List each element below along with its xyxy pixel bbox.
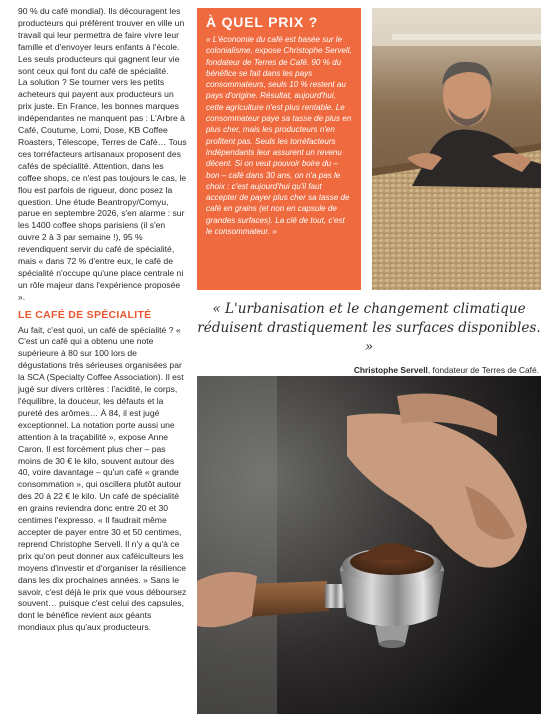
section-title: LE CAFÉ DE SPÉCIALITÉ bbox=[18, 308, 152, 321]
pull-quote bbox=[197, 300, 541, 375]
espresso-illustration bbox=[197, 376, 541, 714]
article-paragraph-2: La solution ? Se tourner vers les petits acheteurs qui payent aux producteurs un prix juste. En France, les bonnes marques indépendantes ne manquent pas : L'Arbre à Café, Coutume, Lomi, Dose, KB Coffee Roasters, Télescope, Terres de Café… Tous ces torréfacteurs artisanaux proposent des cafés de spécialité. Attention, dans les coffee shops, ce n'est pas toujours le cas, le flou est parfois de rigueur, donc posez la question. Une étude Beantropy/Comyu, parue en septembre 2026, s'en alarme : sur les 1400 coffee shops parisiens (il s'en ouvre 2 à 3 par semaine !), 95 % revendiquent servir du café de spécialité, mais « dans 72 % d'entre eux, le café de spécialité n'occupe qu'une place centrale ni un rôle majeur dans l'expérience proposée ». bbox=[18, 77, 187, 302]
article-paragraph-3: Au fait, c'est quoi, un café de spécialité ? « C'est un café qui a obtenu une note supérieure à 80 sur 100 lors de dégustations très sérieuses organisées par la SCA (Specialty Coffee Association). Il est jugé sur divers critères : l'acidité, le corps, l'équilibre, la douceur, les défauts et la pureté des arômes… À 84, il est jugé exceptionnel. La notation porte aussi une attention à la traçabilité », expose Anne Caron. Il est forcément plus cher – pas moins de 30 € le kilo, souvent autour des 40, voire davantage – qu'un café « grande consommation », qui oscillera plutôt autour des 20 à 22 € le kilo. Un café de spécialité en grains reviendra donc entre 20 et 30 centimes l'expresso. « Il faudrait même accepter de payer entre 30 et 50 centimes, reprend Christophe Servell. Il n'y a qu'à ce prix qu'on peut donner aux caféiculteurs les moyens d'investir et d'organiser la résilience dans les dix prochaines années. » Sans le savoir, c'est déjà le prix que vous déboursez souvent… puisque c'est celui des capsules, dont le bénéfice revient aux géants mondiaux plus qu'aux producteurs. bbox=[18, 324, 187, 633]
pull-quote-author: Christophe Servell bbox=[353, 365, 428, 375]
pull-quote-attribution bbox=[197, 365, 541, 375]
article-left-column bbox=[18, 6, 188, 634]
portrait-illustration bbox=[372, 8, 541, 290]
espresso-photo bbox=[197, 376, 541, 714]
sidebar-body: « L'économie du café est basée sur le colonialisme, expose Christophe Servell, fondateur de Terres de Café. 90 % du bénéfice se fait dans les pays consommateurs, seuls 10 % restent au pays d'origine. Résultat, aujourd'hui, cette agriculture n'est plus rentable. Le consommateur paye sa tasse de plus en plus cher, mais les producteurs n'en profitent pas. Seuls les torréfacteurs indépendants leur assurent un revenu décent. Si on veut pouvoir boire du – bon – café dans 30 ans, on n'a pas le choix : c'est aujourd'hui qu'il faut accepter de payer plus cher sa tasse de café en grains (et non en capsule de grandes surfaces). La clé de tout, c'est le consommateur. » bbox=[206, 35, 352, 237]
article-paragraph-1: 90 % du café mondial). Ils découragent les producteurs qui préfèrent trouver en ville un travail qui leur permettra de faire vivre leur famille et d'envoyer leurs enfants à l'école. Les seuls producteurs qui gagnent leur vie sont ceux qui font du café de spécialité. bbox=[18, 6, 185, 76]
portrait-photo bbox=[372, 8, 541, 290]
sidebar-title: À QUEL PRIX ? bbox=[206, 14, 319, 30]
pull-quote-text: « L'urbanisation et le changement climatique réduisent drastiquement les surfaces disponibles. » bbox=[197, 301, 541, 355]
sidebar-box bbox=[197, 8, 361, 290]
pull-quote-role: , fondateur de Terres de Café. bbox=[427, 365, 539, 375]
